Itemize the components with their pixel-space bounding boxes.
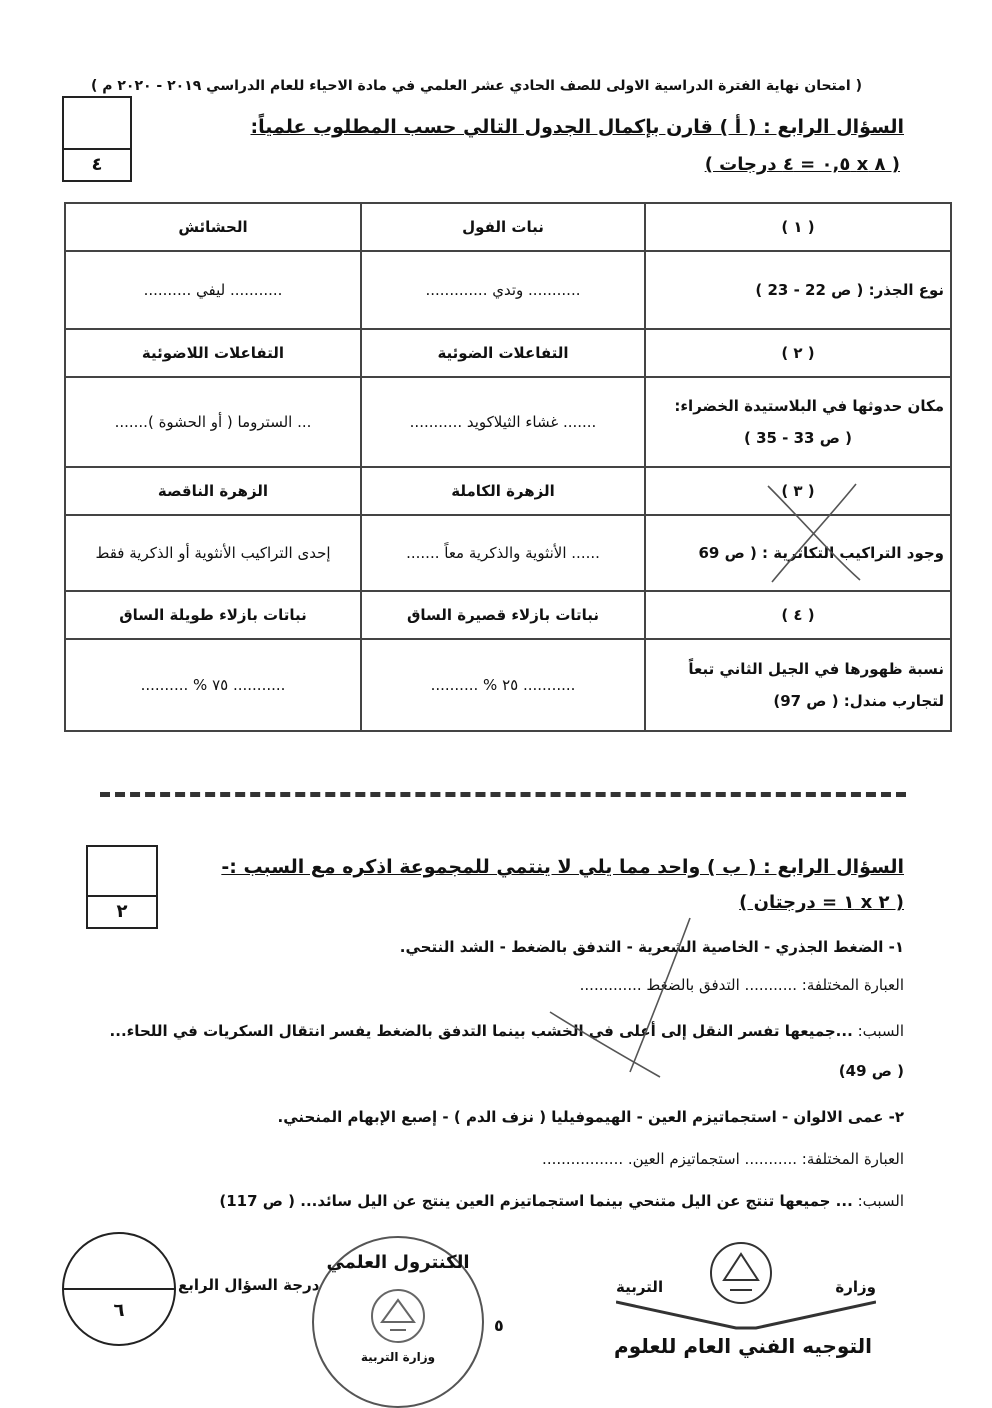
answer-cell: ....... غشاء الثيلاكويد ........... <box>361 377 645 467</box>
column-header: نبات الفول <box>361 203 645 251</box>
section-a-title: السؤال الرابع : ( أ ) قارن بإكمال الجدول التالي حسب المطلوب علمياً: <box>250 116 904 138</box>
emblem-icon <box>368 1286 428 1346</box>
reason-label: السبب: <box>857 1022 904 1040</box>
row-number: ( ٣ ) <box>645 467 951 515</box>
section-b-title: السؤال الرابع : ( ب ) واحد مما يلي لا ينتمي للمجموعة اذكره مع السبب :- <box>221 856 904 878</box>
reason-label: السبب: <box>857 1192 904 1210</box>
column-header: التفاعلات الضوئية <box>361 329 645 377</box>
answer-cell: ...... الأنثوية والذكرية معاً ....... <box>361 515 645 591</box>
section-a-score: ٤ <box>91 154 103 175</box>
section-b-marks: ( ٢ x ١ = درجتان ) <box>739 892 904 913</box>
column-header: نباتات بازلاء قصيرة الساق <box>361 591 645 639</box>
different-value: ........... التدفق بالضغط ............. <box>579 976 797 994</box>
item-2-statement: ٢- عمى الالوان - استجماتيزم العين - الهيموفيليا ( نزف الدم ) - إصبع الإبهام المنحني. <box>277 1108 904 1126</box>
reason-value: ... جميعها تنتج عن اليل متنحي بينما استجماتيزم العين ينتج عن اليل سائد... ( ص 117) <box>219 1192 853 1210</box>
reason-value: ...جميعها تفسر النقل إلى أعلى في الخشب بينما التدفق بالضغط يفسر انتقال السكريات في اللحاء... <box>109 1022 853 1040</box>
table-row <box>65 591 951 639</box>
control-stamp <box>312 1236 484 1408</box>
table-row <box>65 251 951 329</box>
answer-cell: ........... ٧٥ % .......... <box>65 639 361 731</box>
answer-cell: ........... ليفي .......... <box>65 251 361 329</box>
different-label: العبارة المختلفة: <box>801 1150 904 1168</box>
row-label-line1: نسبة ظهورها في الجيل الثاني تبعاً <box>688 660 944 678</box>
answer-cell: ........... ٢٥ % .......... <box>361 639 645 731</box>
row-label <box>645 639 951 731</box>
row-label-line2: لتجارب مندل: ( ص 97) <box>773 692 944 710</box>
item-1-statement: ١- الضغط الجذري - الخاصية الشعرية - التدفق بالضغط - الشد النتحي. <box>399 938 904 956</box>
total-score-label: درجة السؤال الرابع <box>178 1276 320 1294</box>
total-score-circle <box>62 1232 176 1346</box>
department-name: التوجيه الفني العام للعلوم <box>614 1334 872 1358</box>
row-label: وجود التراكيب التكاثرية : ( ص 69 <box>645 515 951 591</box>
answer-cell: إحدى التراكيب الأنثوية أو الذكرية فقط <box>65 515 361 591</box>
stamp-title: الكنترول العلمي <box>326 1252 470 1273</box>
row-label <box>645 377 951 467</box>
table-row <box>65 639 951 731</box>
row-label: نوع الجذر: ( ص 22 - 23 ) <box>645 251 951 329</box>
ministry-word-1: وزارة <box>835 1278 876 1296</box>
exam-header: ( امتحان نهاية الفترة الدراسية الاولى للصف الحادي عشر العلمي في مادة الاحياء للعام الدراسي ٢٠١٩ - ٢٠٢٠ م ) <box>90 78 862 94</box>
page-number: ٥ <box>494 1316 504 1335</box>
different-label: العبارة المختلفة: <box>801 976 904 994</box>
row-label-line1: مكان حدوثها في البلاستيدة الخضراء: <box>674 397 944 415</box>
section-b-score: ٢ <box>116 901 128 922</box>
answer-cell: ........... وتدي ............. <box>361 251 645 329</box>
column-header: الحشائش <box>65 203 361 251</box>
column-header: التفاعلات اللاضوئية <box>65 329 361 377</box>
column-header: الزهرة الكاملة <box>361 467 645 515</box>
section-a-marks: ( ٨ x ٠,٥ = ٤ درجات ) <box>704 154 900 175</box>
cross-mark-icon <box>760 478 870 588</box>
item-2-reason <box>219 1192 904 1210</box>
comparison-table <box>64 202 952 732</box>
table-row <box>65 329 951 377</box>
column-header: الزهرة الناقصة <box>65 467 361 515</box>
row-label-line2: ( ص 33 - 35 ) <box>744 429 852 447</box>
row-number: ( ١ ) <box>645 203 951 251</box>
section-a-score-box <box>62 96 132 182</box>
cross-mark-icon <box>540 912 710 1082</box>
answer-cell: ... الستروما ( أو الحشوة )....... <box>65 377 361 467</box>
ministry-word-2: التربية <box>616 1278 664 1296</box>
table-row <box>65 203 951 251</box>
table-row <box>65 377 951 467</box>
section-separator <box>100 792 906 797</box>
row-number: ( ٢ ) <box>645 329 951 377</box>
column-header: نباتات بازلاء طويلة الساق <box>65 591 361 639</box>
different-value: ........... استجماتيزم العين. ................. <box>542 1150 797 1168</box>
item-1-page-ref: ( ص 49) <box>838 1062 904 1080</box>
item-1-reason <box>110 1022 904 1040</box>
item-2-different <box>542 1150 904 1168</box>
logo-wings-icon <box>616 1298 876 1338</box>
row-number: ( ٤ ) <box>645 591 951 639</box>
ministry-logo <box>616 1238 876 1368</box>
total-score: ٦ <box>113 1300 125 1321</box>
stamp-ministry: وزارة التربية <box>360 1350 436 1364</box>
section-b-score-box <box>86 845 158 929</box>
